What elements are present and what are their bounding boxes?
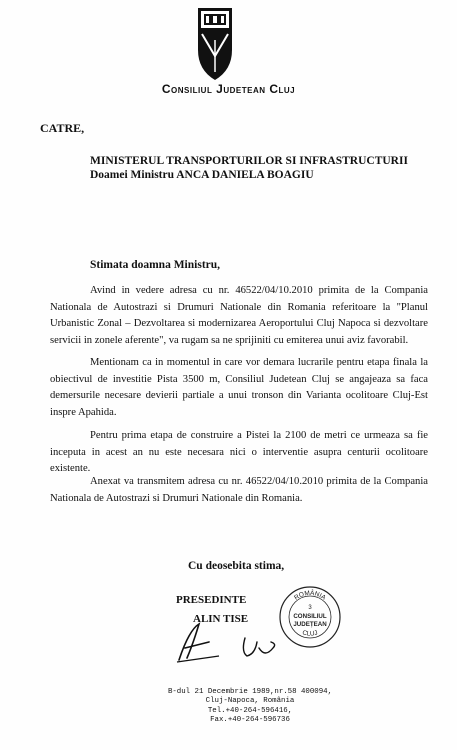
footer-phone: Tel.+40-264-596416, (207, 706, 293, 715)
stamp-text-top: ROMÂNIA (293, 589, 327, 602)
official-stamp-icon (278, 585, 342, 649)
svg-text:CLUJ (301, 629, 318, 637)
stamp-line-1: CONSILIUL (293, 613, 327, 620)
paragraph-3: Pentru prima etapa de construire a Pistei la 2100 de metri ce urmeaza sa fie inceputa in acest an nu este necesara nici o interventie asupra centurii ocolitoare existente. (50, 430, 428, 474)
recipient-line-2: Doamei Ministru ANCA DANIELA BOAGIU (90, 169, 314, 181)
footer-address-line-1: B-dul 21 Decembrie 1989,nr.58 400094, (167, 688, 333, 696)
signatory-name: ALIN TISE (193, 613, 249, 625)
footer-fax: Fax.+40-264-596736 (210, 716, 290, 725)
signatory-title: PRESEDINTE (176, 594, 247, 606)
stamp-text-bottom: CLUJ (301, 629, 319, 638)
paragraph-2: Mentionam ca in momentul in care vor demara lucrarile pentru etapa finala la obiectivul de investitie Pista 3500 m, Consiliul Judetean Cluj se angajeaza sa faca demersurile necesare devierii partiale a unui tronson din Varianta ocolitoare Cluj-Est inspre Apahida. (50, 357, 428, 418)
footer-address (140, 688, 360, 726)
stamp-number: 3 (308, 605, 312, 611)
paragraph-4: Anexat va transmitem adresa cu nr. 46522/04/10.2010 primita de la Compania Nationala de Autostrazi si Drumuri Nationale din Romania. (50, 476, 428, 504)
paragraph-1: Avind in vedere adresa cu nr. 46522/04/10.2010 primita de la Compania Nationala de Autostrazi si Drumuri Nationale din Romania referitoare la "Planul Urbanistic Zonal – Dezvoltarea si modernizarea Aeroportului Cluj Napoca si dezvoltare servicii in zonele aferente", va rugam sa ne sprijiniti cu emiterea unui aviz favorabil. (50, 285, 428, 346)
stamp-line-2: JUDEȚEAN (293, 621, 327, 628)
organization-name: Consiliul Judetean Cluj (161, 82, 296, 96)
salutation-to: CATRE, (40, 121, 85, 135)
county-coat-of-arms-icon (196, 6, 234, 82)
handwritten-signature (175, 618, 285, 666)
footer-address-line-2: Cluj-Napoca, România (205, 697, 295, 706)
closing: Cu deosebita stima, (188, 560, 285, 572)
greeting: Stimata doamna Ministru, (90, 259, 221, 271)
recipient-line-1: MINISTERUL TRANSPORTURILOR SI INFRASTRUCTURII (90, 155, 408, 167)
